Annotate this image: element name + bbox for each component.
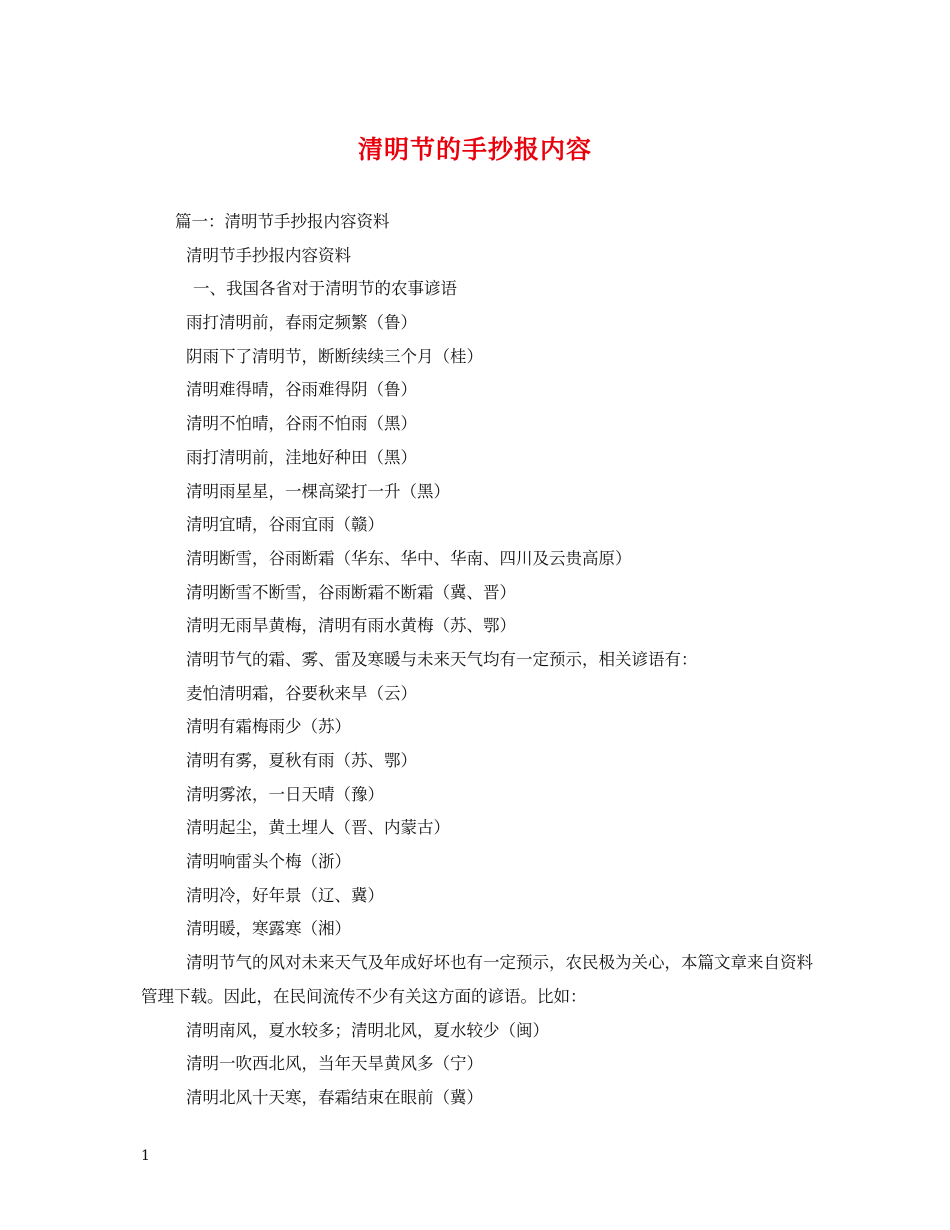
subheading: 清明节手抄报内容资料: [186, 245, 351, 265]
proverb-line: 清明起尘，黄土埋人（晋、内蒙古）: [186, 818, 450, 838]
proverb-line: 清明暖，寒露寒（湘）: [186, 919, 351, 939]
proverb-line: 清明有霜梅雨少（苏）: [186, 717, 351, 737]
proverb-line: 清明有雾，夏秋有雨（苏、鄂）: [186, 751, 417, 770]
proverb-line: 清明雾浓，一日天晴（豫）: [186, 784, 384, 804]
section-heading: 篇一：清明节手抄报内容资料: [175, 212, 390, 231]
proverb-line: 雨打清明前，春雨定频繁（鲁）: [186, 313, 417, 333]
list-heading: 一、我国各省对于清明节的农事谚语: [193, 279, 457, 299]
page-number: 1: [141, 1148, 150, 1164]
proverb-line: 清明无雨旱黄梅，清明有雨水黄梅（苏、鄂）: [186, 616, 516, 636]
proverb-line: 阴雨下了清明节，断断续续三个月（桂）: [186, 346, 483, 366]
proverb-line: 清明响雷头个梅（浙）: [186, 852, 351, 872]
document-title: 清明节的手抄报内容: [357, 135, 592, 164]
proverb-line: 清明宜晴，谷雨宜雨（赣）: [186, 515, 384, 535]
proverb-line: 清明断雪，谷雨断霜（华东、华中、华南、四川及云贵高原）: [186, 548, 632, 568]
proverb-line: 清明冷，好年景（辽、冀）: [186, 885, 384, 905]
paragraph-wrapped: 清明节气的风对未来天气及年成好坏也有一定预示，农民极为关心，本篇文章来自资料管理下载。因此，在民间流传不少有关这方面的谚语。比如：: [141, 953, 813, 1006]
proverb-line: 麦怕清明霜，谷要秋来旱（云）: [186, 683, 417, 703]
proverb-line: 雨打清明前，洼地好种田（黑）: [186, 447, 417, 467]
proverb-line: 清明难得晴，谷雨难得阴（鲁）: [186, 380, 417, 400]
proverb-line: 清明一吹西北风，当年天旱黄风多（宁）: [186, 1054, 483, 1074]
proverb-line: 清明北风十天寒，春霜结束在眼前（冀）: [186, 1087, 483, 1107]
document-body: [141, 205, 821, 1115]
proverb-line: 清明南风，夏水较多；清明北风，夏水较少（闽）: [186, 1020, 549, 1040]
proverb-line: 清明雨星星，一棵高粱打一升（黑）: [186, 481, 450, 501]
paragraph-line: 清明节气的霜、雾、雷及寒暖与未来天气均有一定预示，相关谚语有：: [186, 649, 698, 669]
proverb-line: 清明不怕晴，谷雨不怕雨（黑）: [186, 414, 417, 434]
proverb-line: 清明断雪不断雪，谷雨断霜不断霜（冀、晋）: [186, 582, 516, 602]
